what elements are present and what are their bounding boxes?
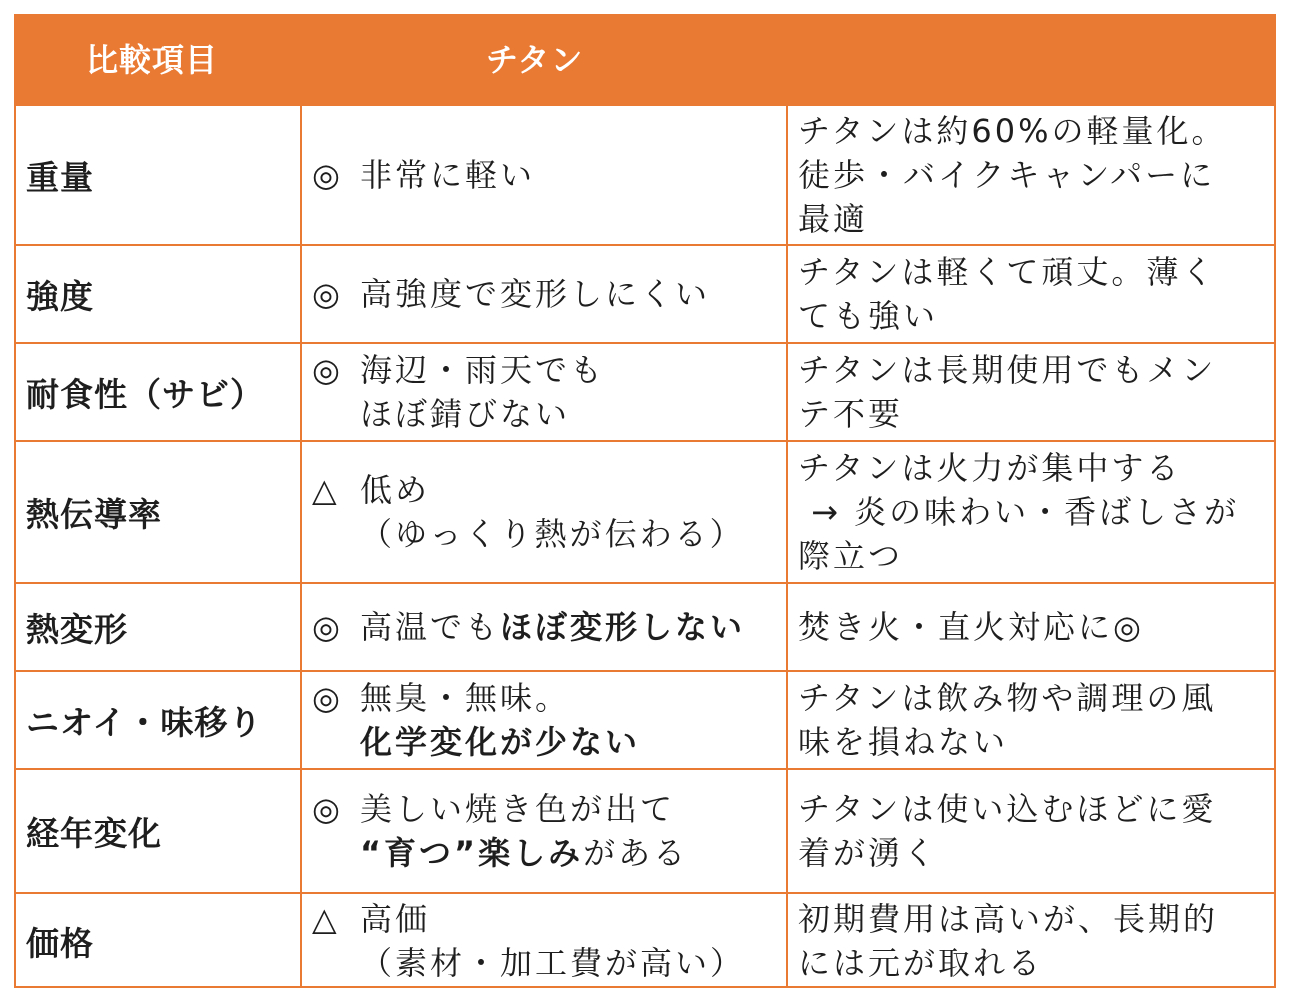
note-text: 初期費用は高いが、長期的 には元が取れる [798,900,1219,982]
item-cell [16,770,300,892]
note-text: チタンは約60%の軽量化。 徒歩・バイクキャンパーに 最適 [798,112,1227,238]
evaluation-cell [300,584,786,670]
evaluation-line [360,348,605,392]
item-cell [16,246,300,342]
comparison-table [14,14,1276,988]
item-label: 経年変化 [26,813,162,853]
header-material-label: チタン [486,41,584,79]
rating-mark: ◎ [312,351,343,389]
note-text: チタンは使い込むほどに愛 着が湧く [798,790,1217,872]
evaluation-text: 美しい焼き色が出て [360,790,676,828]
rating-mark: △ [312,471,340,509]
item-label: 熱伝導率 [26,494,162,534]
note-cell [786,894,1274,988]
note-cell [786,106,1274,244]
note-cell [786,672,1274,768]
evaluation-cell [300,442,786,582]
rating-mark: △ [312,900,340,938]
evaluation-cell [300,672,786,768]
note-cell [786,246,1274,342]
note-cell [786,344,1274,440]
evaluation-text: 低め [360,471,431,509]
evaluation-cell [300,344,786,440]
evaluation-text: がある [583,834,689,872]
evaluation-emphasis: 化学変化が少ない [360,723,641,761]
evaluation-line [360,468,745,512]
note-text: チタンは長期使用でもメン テ不要 [798,351,1217,433]
item-label: ニオイ・味移り [26,702,263,742]
evaluation-cell [300,106,786,244]
evaluation-text: 無臭・無味。 [360,679,571,717]
rating-mark: ◎ [312,275,343,313]
evaluation-text: 非常に軽い [360,156,536,194]
rating-mark: ◎ [312,679,343,717]
evaluation-text: 高価 [360,900,431,938]
table-row [16,582,1274,670]
note-text: チタンは火力が集中する → 炎の味わい・香ばしさが 際立つ [798,449,1240,575]
evaluation-line [360,153,535,197]
rating-mark: ◎ [312,608,343,646]
table-row [16,244,1274,342]
evaluation-text: （ゆっくり熱が伝わる） [360,515,745,553]
note-text: チタンは軽くて頑丈。薄く ても強い [798,253,1217,335]
evaluation-cell [300,770,786,892]
evaluation-text: 海辺・雨天でも [360,351,606,389]
table-row [16,892,1274,988]
evaluation-line [360,941,745,985]
note-cell [786,584,1274,670]
note-cell [786,770,1274,892]
item-label: 耐食性（サビ） [26,374,264,414]
evaluation-emphasis: “育つ”楽しみ [360,834,584,872]
note-cell [786,442,1274,582]
table-row [16,440,1274,582]
evaluation-line [360,787,688,831]
note-text: チタンは飲み物や調理の風 味を損ねない [798,679,1217,761]
item-cell [16,442,300,582]
item-cell [16,584,300,670]
evaluation-line [360,605,745,649]
evaluation-text: ほぼ錆びない [360,395,571,433]
evaluation-line [360,512,745,556]
table-row [16,670,1274,768]
header-item-label: 比較項目 [86,41,219,79]
table-row [16,104,1274,244]
evaluation-text: 高温でも [360,608,501,646]
item-label: 熱変形 [26,609,128,649]
evaluation-line [360,272,710,316]
evaluation-line [360,720,640,764]
table-row [16,342,1274,440]
evaluation-line [360,831,688,875]
item-cell [16,672,300,768]
evaluation-cell [300,246,786,342]
item-label: 価格 [26,923,94,963]
evaluation-line [360,676,640,720]
evaluation-cell [300,894,786,988]
rating-mark: ◎ [312,156,343,194]
table-header [16,16,1274,104]
evaluation-text: 高強度で変形しにくい [360,275,711,313]
item-label: 強度 [26,276,94,316]
item-cell [16,106,300,244]
evaluation-text: （素材・加工費が高い） [360,944,746,982]
note-text: 焚き火・直火対応に◎ [798,608,1144,646]
item-cell [16,894,300,988]
table-row [16,768,1274,892]
evaluation-line [360,897,745,941]
rating-mark: ◎ [312,790,343,828]
item-label: 重量 [26,157,94,197]
evaluation-line [360,392,605,436]
evaluation-emphasis: ほぼ変形しない [500,608,746,646]
item-cell [16,344,300,440]
